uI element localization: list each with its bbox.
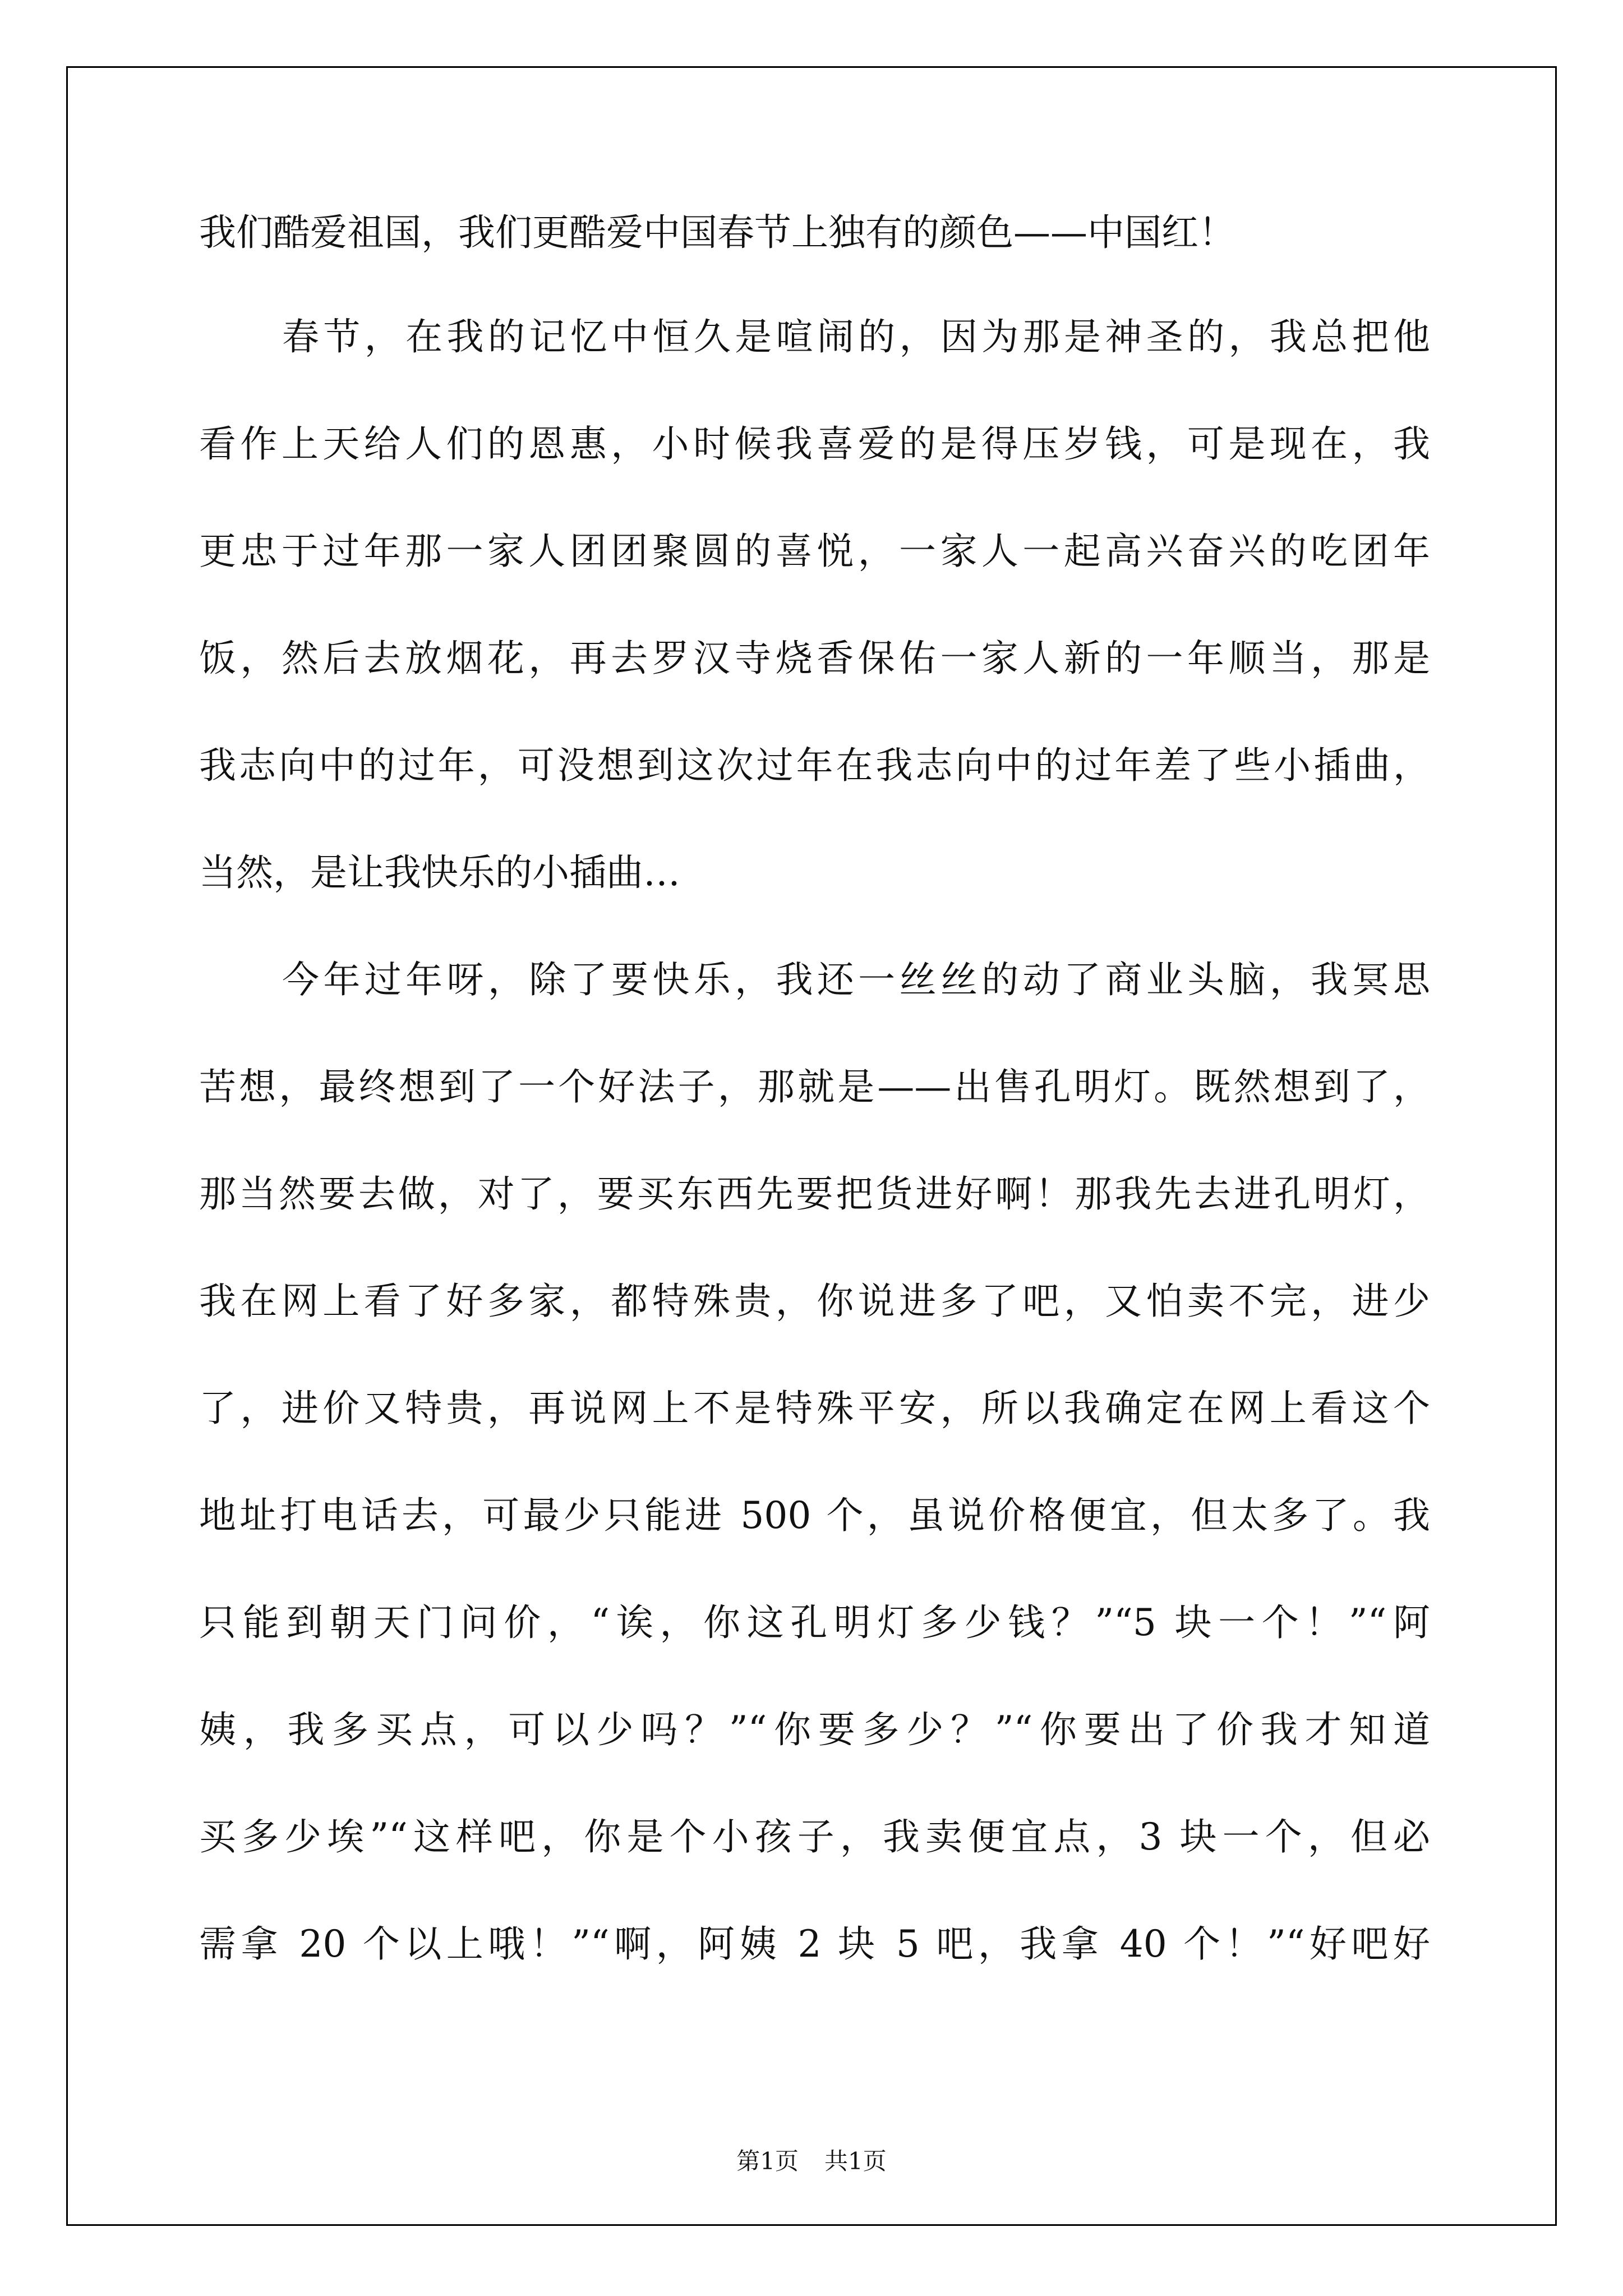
paragraph-3-line-10: 需拿 20 个以上哦！”“啊，阿姨 2 块 5 吧，我拿 40 个！”“好吧好 bbox=[199, 1922, 1430, 1966]
paragraph-1-line-1: 我们酷爱祖国，我们更酷爱中国春节上独有的颜色——中国红！ bbox=[199, 211, 1235, 254]
paragraph-3-line-5: 了，进价又特贵，再说网上不是特殊平安，所以我确定在网上看这个 bbox=[199, 1387, 1430, 1430]
document-body bbox=[199, 211, 1430, 2033]
paragraph-2-line-4: 饭，然后去放烟花，再去罗汉寺烧香保佑一家人新的一年顺当，那是 bbox=[199, 637, 1430, 680]
paragraph-2-line-3: 更忠于过年那一家人团团聚圆的喜悦，一家人一起高兴奋兴的吃团年 bbox=[199, 530, 1430, 573]
paragraph-2-line-1: 春节，在我的记忆中恒久是喧闹的，因为那是神圣的，我总把他 bbox=[282, 315, 1430, 358]
page-number: 第1页 bbox=[736, 2147, 799, 2175]
paragraph-3-line-3: 那当然要去做，对了，要买东西先要把货进好啊！那我先去进孔明灯， bbox=[199, 1172, 1430, 1216]
paragraph-3-line-8: 姨，我多买点，可以少吗？”“你要多少？”“你要出了价我才知道 bbox=[199, 1708, 1430, 1751]
paragraph-3-line-1: 今年过年呀，除了要快乐，我还一丝丝的动了商业头脑，我冥思 bbox=[282, 958, 1430, 1001]
page-total: 共1页 bbox=[824, 2147, 887, 2175]
paragraph-3-line-9: 买多少埃”“这样吧，你是个小孩子，我卖便宜点，3 块一个，但必 bbox=[199, 1815, 1430, 1858]
paragraph-3-line-6: 地址打电话去，可最少只能进 500 个，虽说价格便宜，但太多了。我 bbox=[199, 1494, 1430, 1537]
paragraph-3-line-7: 只能到朝天门问价，“诶，你这孔明灯多少钱？”“5 块一个！”“阿 bbox=[199, 1601, 1430, 1644]
page-footer bbox=[0, 2143, 1623, 2177]
paragraph-2-line-5: 我志向中的过年，可没想到这次过年在我志向中的过年差了些小插曲， bbox=[199, 744, 1430, 787]
paragraph-2-line-2: 看作上天给人们的恩惠，小时候我喜爱的是得压岁钱，可是现在，我 bbox=[199, 422, 1430, 466]
paragraph-3-line-4: 我在网上看了好多家，都特殊贵，你说进多了吧，又怕卖不完，进少 bbox=[199, 1280, 1430, 1323]
paragraph-2-line-6: 当然，是让我快乐的小插曲… bbox=[199, 851, 680, 894]
paragraph-3-line-2: 苦想，最终想到了一个好法子，那就是——出售孔明灯。既然想到了， bbox=[199, 1065, 1430, 1108]
